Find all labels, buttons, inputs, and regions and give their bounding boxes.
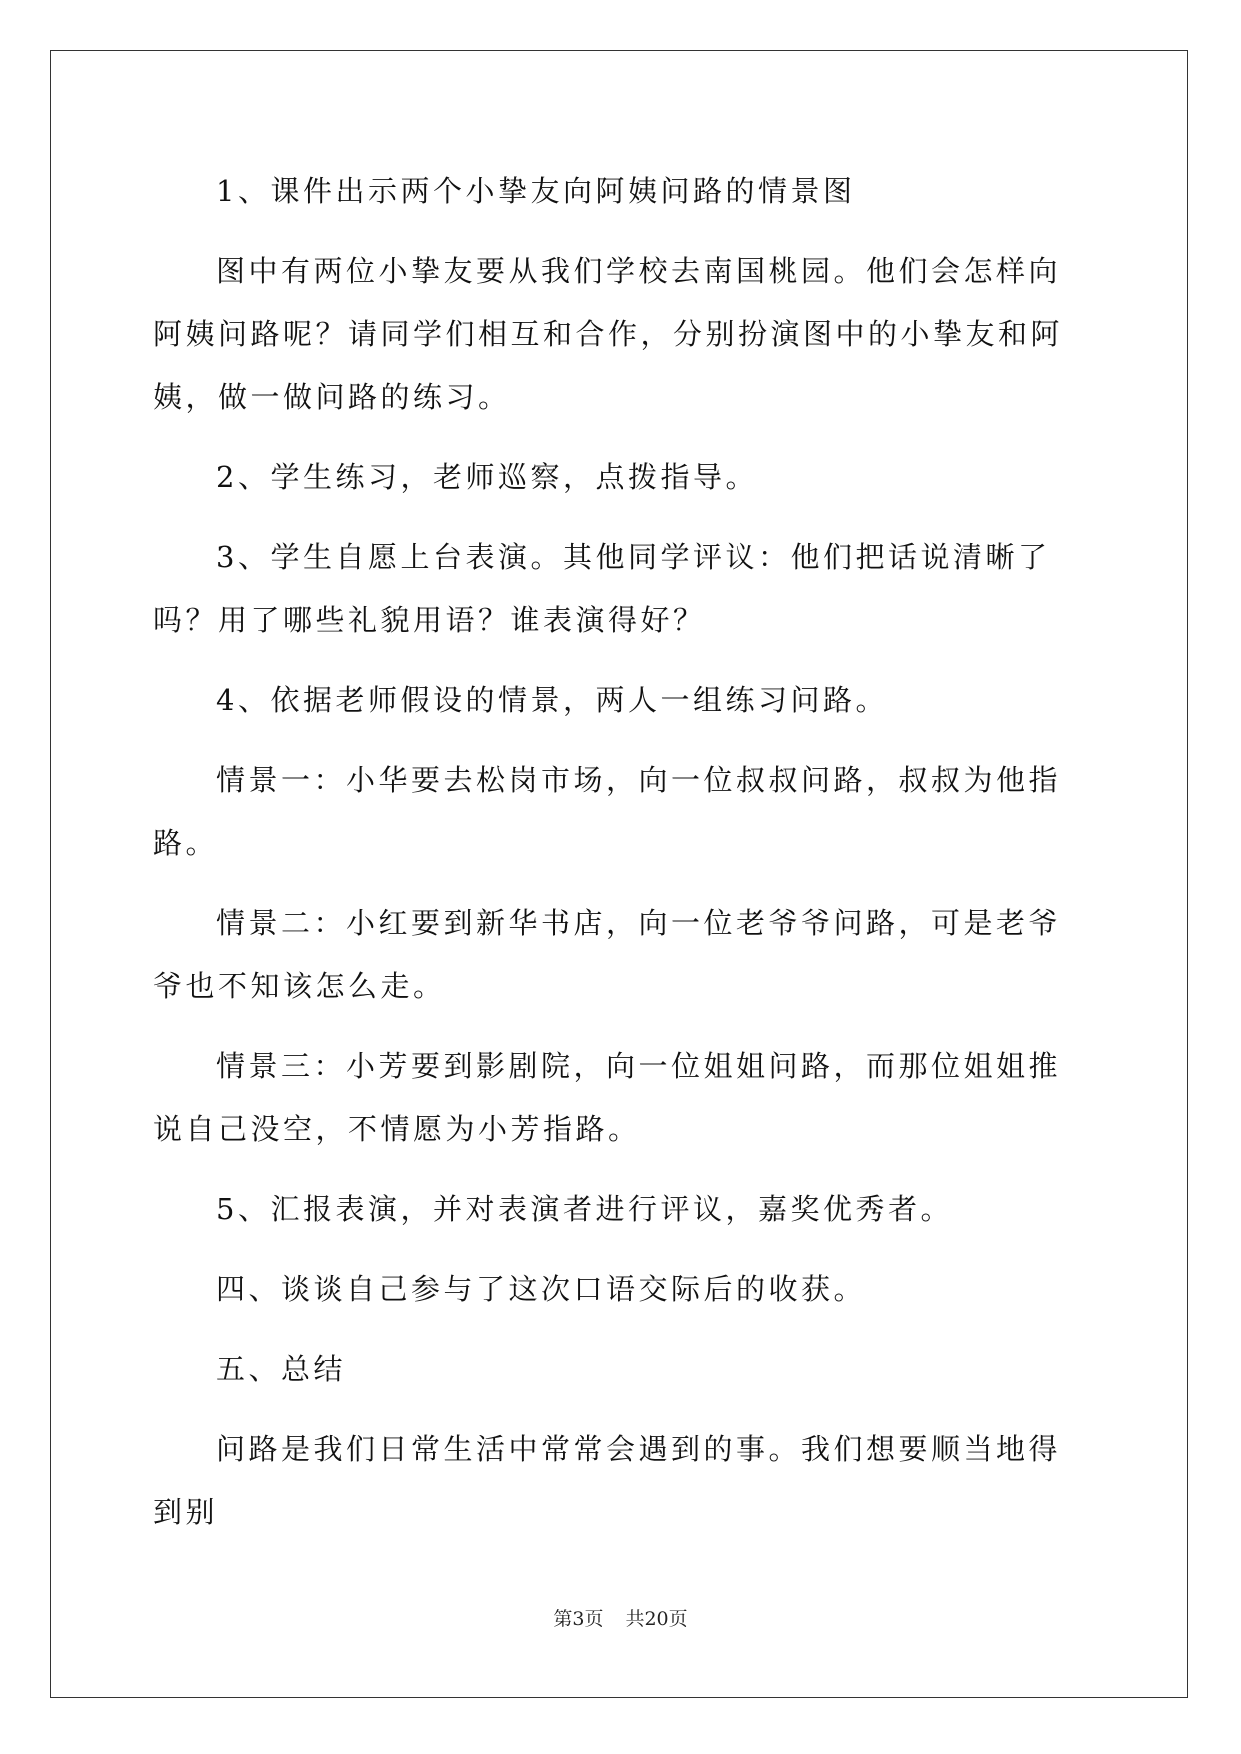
paragraph-6: 情景一：小华要去松岗市场，向一位叔叔问路，叔叔为他指路。	[153, 763, 1062, 860]
paragraph-7: 情景二：小红要到新华书店，向一位老爷爷问路，可是老爷爷也不知该怎么走。	[153, 906, 1062, 1003]
paragraph-5: 4、依据老师假设的情景，两人一组练习问路。	[216, 683, 888, 717]
paragraph-4: 3、学生自愿上台表演。其他同学评议：他们把话说清晰了吗？用了哪些礼貌用语？谁表演得好？	[153, 540, 1051, 637]
paragraph-12: 问路是我们日常生活中常常会遇到的事。我们想要顺当地得到别	[153, 1432, 1062, 1529]
paragraph-1: 1、课件出示两个小挚友向阿姨问路的情景图	[216, 174, 856, 208]
document-body	[153, 160, 1093, 1561]
current-page-label: 第3页	[553, 1608, 604, 1630]
paragraph-3: 2、学生练习，老师巡察，点拨指导。	[216, 460, 758, 494]
paragraph-10: 四、谈谈自己参与了这次口语交际后的收获。	[216, 1272, 867, 1306]
paragraph-8: 情景三：小芳要到影剧院，向一位姐姐问路，而那位姐姐推说自己没空，不情愿为小芳指路。	[153, 1049, 1062, 1146]
page-footer	[0, 1604, 1241, 1631]
paragraph-2: 图中有两位小挚友要从我们学校去南国桃园。他们会怎样向阿姨问路呢？请同学们相互和合作，分别扮演图中的小挚友和阿姨，做一做问路的练习。	[153, 254, 1064, 414]
paragraph-11: 五、总结	[216, 1352, 347, 1386]
paragraph-9: 5、汇报表演，并对表演者进行评议，嘉奖优秀者。	[216, 1192, 953, 1226]
total-pages-label: 共20页	[625, 1608, 688, 1630]
